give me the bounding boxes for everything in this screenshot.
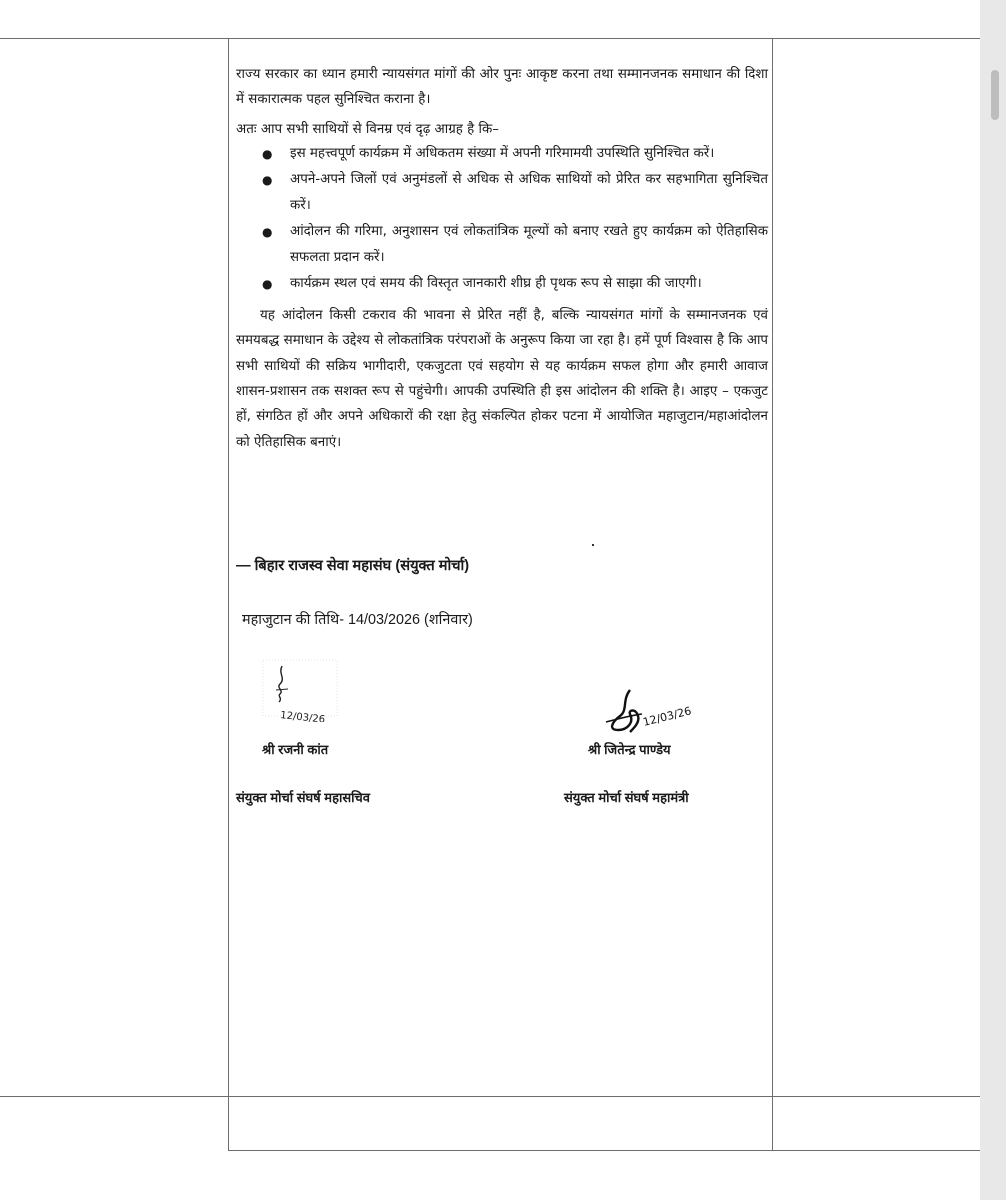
- letter-body: [236, 62, 768, 455]
- bullet-icon: ●: [262, 172, 273, 187]
- scrollbar-track[interactable]: [990, 62, 1000, 1152]
- handwritten-signature-icon: [262, 658, 342, 722]
- scrollbar-thumb[interactable]: [991, 70, 999, 120]
- signature-2: [600, 686, 710, 738]
- signatory-1-designation: संयुक्त मोर्चा संघर्ष महासचिव: [236, 790, 370, 805]
- signature-1: [262, 658, 342, 722]
- table-bottom-border: [228, 1150, 980, 1151]
- svg-text:12/03/26: 12/03/26: [279, 710, 326, 722]
- signatory-1-name: श्री रजनी कांत: [262, 742, 329, 757]
- handwritten-signature-icon: [600, 686, 710, 738]
- paragraph-appeal: यह आंदोलन किसी टकराव की भावना से प्रेरित नहीं है, बल्कि न्यायसंगत मांगों के सम्मानजनक एवं समयबद्ध समाधान के उद्देश्य से लोकतांत्रिक परंपराओं के अनुरूप किया जा रहा है। हमें पूर्ण विश्वास है कि आप सभी साथियों की सक्रिय भागीदारी, एकजुटता एवं सहयोग से यह कार्यक्रम सफल होगा और हमारी आवाज शासन-प्रशासन तक सशक्त रूप से पहुंचेगी। आपकी उपस्थिति ही इस आंदोलन की शक्ति है। आइए – एकजुट हों, संगठित हों और अपने अधिकारों की रक्षा हेतु संकल्पित होकर पटना में आयोजित महाजुटान/महाआंदोलन को ऐतिहासिक बनाएं।: [236, 307, 768, 450]
- paragraph-demand: राज्य सरकार का ध्यान हमारी न्यायसंगत मांगों की ओर पुनः आकृष्ट करना तथा सम्मानजनक समाधान की दिशा में सकारात्मक पहल सुनिश्चित कराना है।: [236, 67, 768, 108]
- request-list: [236, 141, 768, 297]
- list-item: ● आंदोलन की गरिमा, अनुशासन एवं लोकतांत्रिक मूल्यों को बनाए रखते हुए कार्यक्रम को ऐतिहासिक सफलता प्रदान करें।: [236, 219, 768, 271]
- bullet-icon: ●: [262, 146, 273, 161]
- sender-line: — बिहार राजस्व सेवा महासंघ (संयुक्त मोर्चा): [236, 558, 470, 574]
- table-top-border: [0, 38, 980, 39]
- list-item: ● कार्यक्रम स्थल एवं समय की विस्तृत जानकारी शीघ्र ही पृथक रूप से साझा की जाएगी।: [236, 271, 768, 297]
- signatory-2-designation: संयुक्त मोर्चा संघर्ष महामंत्री: [564, 790, 689, 805]
- bullet-icon: ●: [262, 276, 273, 291]
- list-item: ● अपने-अपने जिलों एवं अनुमंडलों से अधिक से अधिक साथियों को प्रेरित कर सहभागिता सुनिश्चित करें।: [236, 167, 768, 219]
- stray-mark: [592, 544, 594, 546]
- table-column-border-left: [228, 38, 229, 1150]
- table-row-divider: [0, 1096, 980, 1097]
- request-intro: अतः आप सभी साथियों से विनम्र एवं दृढ़ आग्रह है कि–: [236, 121, 499, 137]
- signatory-2-name: श्री जितेन्द्र पाण्डेय: [588, 742, 671, 757]
- bullet-icon: ●: [262, 224, 273, 239]
- table-column-border-right: [772, 38, 773, 1150]
- event-date: महाजुटान की तिथि- 14/03/2026 (शनिवार): [242, 612, 473, 628]
- svg-text:12/03/26: 12/03/26: [641, 704, 693, 729]
- list-item: ● इस महत्त्वपूर्ण कार्यक्रम में अधिकतम संख्या में अपनी गरिमामयी उपस्थिति सुनिश्चित करें।: [236, 141, 768, 167]
